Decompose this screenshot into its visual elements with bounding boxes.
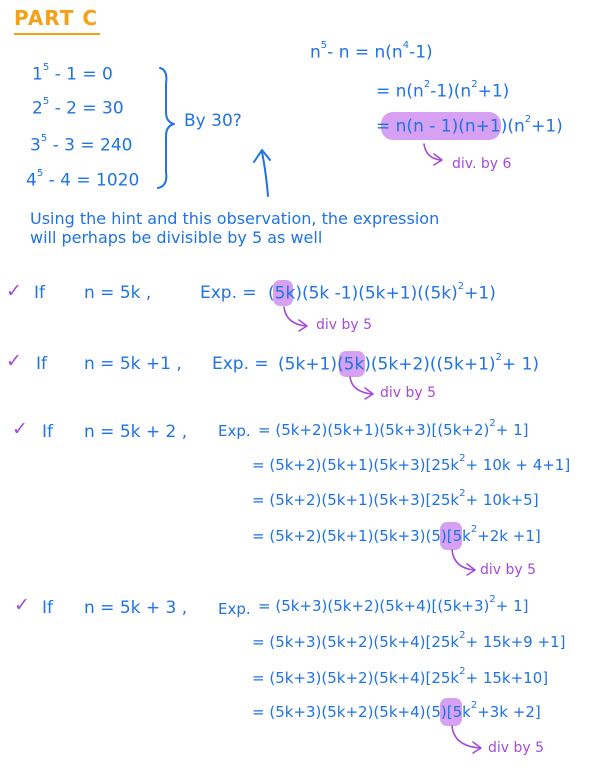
case-1-hook-arrow: [284, 307, 306, 326]
check-mark-case-2: ✓: [6, 350, 22, 372]
case-2-note: div by 5: [380, 385, 437, 401]
factor-hook-head: [434, 154, 442, 165]
case-3-line-2: = $(5k+2)(5k+1)(5k+3)[25k^2+ 10k + 4+1]$: [252, 453, 571, 474]
case-3-if: If: [42, 422, 53, 442]
case-3-exp-label: Exp.: [218, 422, 251, 440]
factor-line-1: $n^5-$ $n = n(n^4-1)$: [310, 40, 433, 63]
title-underline: [14, 33, 100, 35]
case-2-if: If: [36, 354, 47, 374]
factor-line-2: = $n(n^2-1)(n^2+1)$: [376, 79, 510, 102]
case-1-expression: (5k)(5k $-1)(5k+1)((5k)^2+1)$: [268, 281, 496, 304]
case-4-hook-head: [473, 742, 481, 753]
case-4-condition: n = 5k + 3 ,: [84, 598, 188, 618]
table-row-4: $4^5 - 4 = 1020$: [26, 168, 140, 191]
case-4-note: div by 5: [488, 740, 545, 756]
check-mark-case-1: ✓: [6, 280, 22, 302]
pointer-arrow-head: [254, 150, 270, 162]
case-1-hook-head: [299, 320, 307, 331]
case-3-line-4: = $(5k+2)(5k+1)(5k+3)(5)[5k^2+2k +1]$: [252, 524, 541, 545]
case-4-hook-arrow: [452, 726, 480, 748]
factor-line-3: = $n(n - 1)(n+1)(n^2+1)$: [376, 114, 563, 137]
table-note: By 30?: [184, 111, 242, 131]
table-row-3: $3^5 - 3 = 240$: [30, 133, 133, 156]
case-4-if: If: [42, 598, 53, 618]
pointer-arrow: [262, 152, 268, 196]
factor-hook-arrow: [424, 144, 440, 160]
table-row-1: $1^5 - 1 = 0$: [32, 62, 113, 85]
factor-note: div. by 6: [452, 156, 512, 172]
case-1-exp-label: Exp. =: [200, 283, 257, 303]
case-4-line-3: = $(5k+3)(5k+2)(5k+4)[25k^2+ 15k+10]$: [252, 666, 549, 687]
table-brace: [158, 68, 174, 188]
case-1-condition: n = 5k ,: [84, 283, 152, 303]
table-row-2: $2^5 - 2 = 30$: [32, 96, 124, 119]
observation-line-1: Using the hint and this observation, the expression: [30, 209, 440, 228]
check-mark-case-4: ✓: [14, 594, 30, 616]
case-4-line-1: = $(5k+3)(5k+2)(5k+4)[(5k+3)^2+ 1]$: [258, 594, 529, 615]
observation-line-2: will perhaps be divisible by 5 as well: [30, 228, 323, 247]
case-1-note: div by 5: [316, 317, 373, 333]
case-3-line-3: = $(5k+2)(5k+1)(5k+3)[25k^2+ 10k+5]$: [252, 488, 539, 509]
check-mark-case-3: ✓: [12, 418, 28, 440]
case-3-line-1: = $(5k+2)(5k+1)(5k+3)[(5k+2)^2+ 1]$: [258, 418, 529, 439]
case-3-note: div by 5: [480, 562, 537, 578]
case-2-exp-label: Exp. =: [212, 354, 269, 374]
case-3-hook-arrow: [452, 550, 474, 570]
case-4-exp-label: Exp.: [218, 600, 251, 618]
part-title: PART C: [14, 6, 99, 30]
case-3-condition: n = 5k + 2 ,: [84, 422, 188, 442]
case-4-line-2: = $(5k+3)(5k+2)(5k+4)[25k^2+ 15k+9 +1]$: [252, 630, 566, 651]
case-2-expression: $(5k+1)(5k)(5k+2)((5k+1)^2+ 1)$: [278, 352, 540, 375]
case-4-line-4: = $(5k+3)(5k+2)(5k+4)(5)[5k^2+3k +2]$: [252, 700, 541, 721]
case-1-if: If: [34, 283, 45, 303]
case-2-hook-arrow: [350, 377, 372, 394]
case-3-hook-head: [467, 564, 475, 575]
case-2-condition: n = 5k +1 ,: [84, 354, 182, 374]
case-2-hook-head: [365, 388, 373, 399]
